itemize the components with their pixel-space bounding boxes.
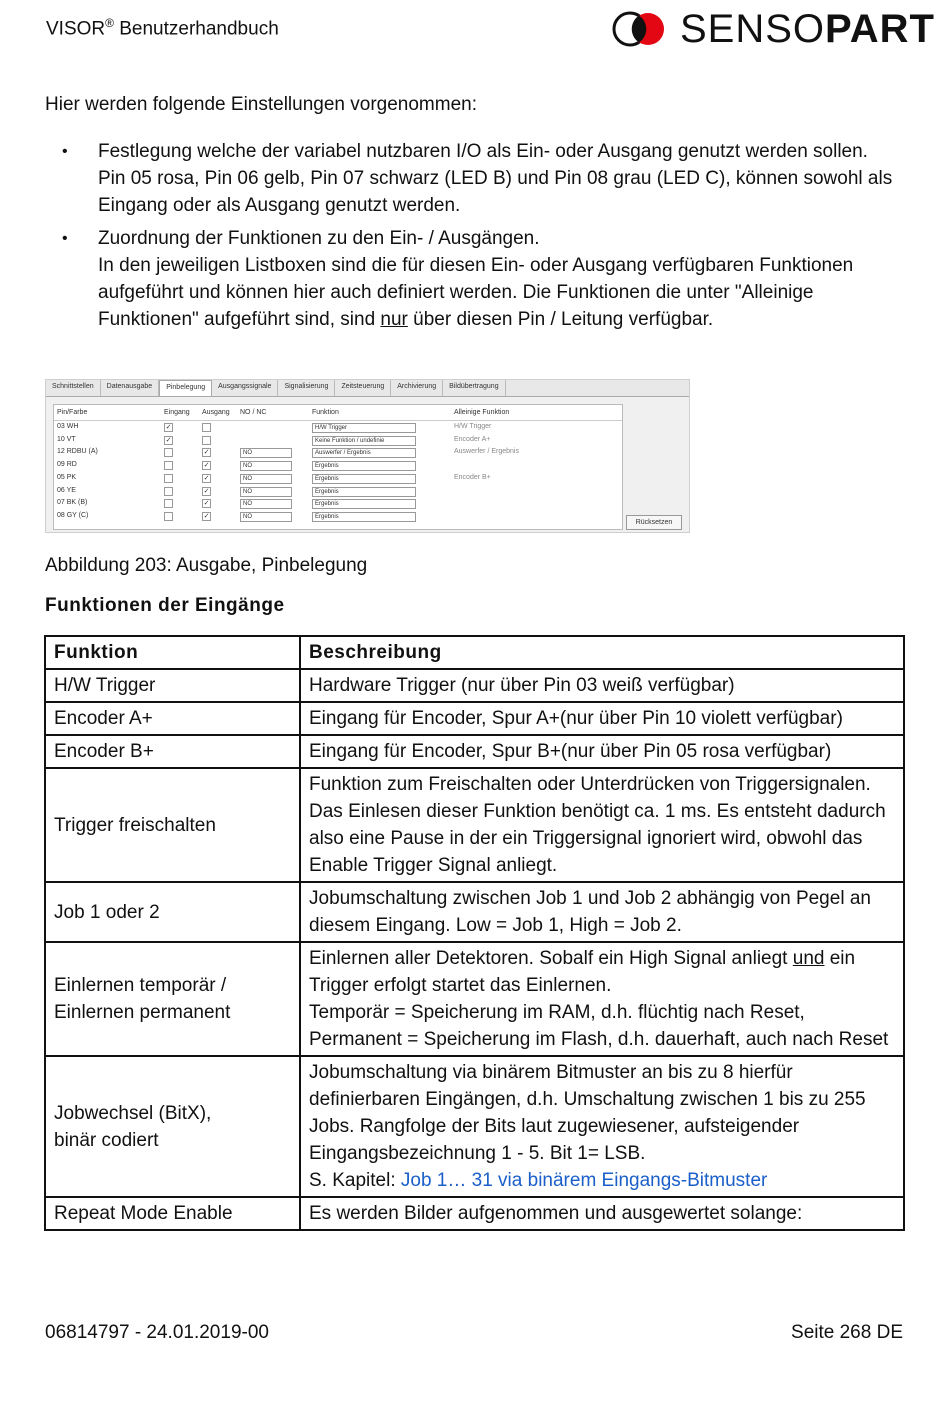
nonc-select[interactable]: NO [240, 448, 292, 458]
cell-beschreibung: Einlernen aller Detektoren. Sobalf ein High Signal anliegt und ein Trigger erfolgt startet das Einlernen. Temporär = Speicherung im RAM, d.h. flüchtig nach Reset, Permanent = Speicherung im Flash, d.h. dauerhaft, auch nach Reset [300, 942, 904, 1056]
cell-beschreibung: Hardware Trigger (nur über Pin 03 weiß verfügbar) [300, 669, 904, 702]
pin-row [54, 486, 622, 498]
ausgang-checkbox[interactable]: ✓ [203, 474, 210, 482]
table-row [45, 1056, 904, 1197]
ausgang-checkbox[interactable]: ✓ [203, 462, 210, 470]
alleinige-funktion: H/W Trigger [454, 423, 492, 430]
cell-beschreibung: Jobumschaltung via binärem Bitmuster an bis zu 8 hierfür definierbaren Eingängen, d.h. Umschaltung zwischen 1 bis zu 255 Jobs. Rangfolge der Bits laut zugewiesener, aufsteigender Eingangsbezeichnung 1 - 5. Bit 1= LSB. S. Kapitel: Job 1… 31 via binärem Eingangs-Bitmuster [300, 1056, 904, 1197]
cell-funktion: Encoder A+ [45, 702, 300, 735]
pin-row [54, 511, 622, 523]
table-row [45, 735, 904, 768]
nonc-select[interactable]: NO [240, 487, 292, 497]
table-row [45, 768, 904, 882]
table-row [45, 882, 904, 942]
ausgang-checkbox[interactable]: ✓ [203, 512, 210, 520]
cell-funktion: Repeat Mode Enable [45, 1197, 300, 1230]
col-funktion: Funktion [312, 409, 339, 416]
pin-row [54, 460, 622, 472]
funktion-select[interactable]: Ergebnis [312, 487, 416, 497]
pinbelegung-screenshot [45, 379, 690, 533]
cell-beschreibung: Es werden Bilder aufgenommen und ausgewertet solange: [300, 1197, 904, 1230]
pin-table [53, 404, 623, 530]
pin-row [54, 435, 622, 447]
table-header-row [45, 636, 904, 669]
pin-label: 06 YE [57, 486, 76, 494]
eingang-checkbox[interactable]: ✓ [165, 436, 172, 444]
eingang-checkbox[interactable]: ✓ [165, 424, 172, 431]
chapter-link[interactable]: Job 1… 31 via binärem Eingangs-Bitmuster [400, 1170, 768, 1191]
sensopart-logo: SENSOPART [612, 9, 935, 49]
section-title: Funktionen der Eingänge [45, 595, 285, 616]
ausgang-checkbox[interactable]: ✓ [203, 487, 210, 495]
cell-beschreibung: Eingang für Encoder, Spur B+(nur über Pin 05 rosa verfügbar) [300, 735, 904, 768]
nonc-select[interactable]: NO [240, 512, 292, 522]
cell-funktion: H/W Trigger [45, 669, 300, 702]
cell-funktion: Job 1 oder 2 [45, 882, 300, 942]
cell-beschreibung: Jobumschaltung zwischen Job 1 und Job 2 abhängig von Pegel an diesem Eingang. Low = Job 1, High = Job 2. [300, 882, 904, 942]
funktion-select[interactable]: Ergebnis [312, 461, 416, 471]
intro-text: Hier werden folgende Einstellungen vorgenommen: [45, 94, 477, 115]
funktion-select[interactable]: Ergebnis [312, 512, 416, 522]
funktion-select[interactable]: Auswerfer / Ergebnis [312, 448, 416, 458]
document-title: VISOR® Benutzerhandbuch [46, 16, 279, 40]
page-number: Seite 268 DE [791, 1322, 903, 1343]
list-item: • Zuordnung der Funktionen zu den Ein- / Ausgängen. In den jeweiligen Listboxen sind die für diesen Ein- oder Ausgang verfügbaren Funktionen aufgeführt und können hier auch definiert werden. Die Funktionen die unter "Alleinige Funktionen" aufgeführt sind, sind nur über diesen Pin / Leitung verfügbar. [45, 225, 905, 333]
eingang-checkbox[interactable] [164, 487, 173, 496]
input-functions-table [44, 635, 905, 1231]
settings-list [45, 138, 905, 339]
alleinige-funktion: Auswerfer / Ergebnis [454, 448, 519, 456]
reset-button[interactable]: Rücksetzen [626, 515, 682, 530]
tab-bar [46, 380, 689, 397]
pin-label: 03 WH [57, 423, 79, 430]
ausgang-checkbox[interactable] [202, 436, 211, 445]
tab-archivierung[interactable]: Archivierung [391, 380, 443, 396]
header-beschreibung: Beschreibung [300, 636, 904, 669]
nonc-select[interactable]: NO [240, 474, 292, 484]
alleinige-funktion: Encoder B+ [454, 473, 491, 481]
col-alleinig: Alleinige Funktion [454, 409, 510, 416]
pin-row [54, 447, 622, 459]
eingang-checkbox[interactable] [164, 474, 173, 483]
col-nonc: NO / NC [240, 409, 267, 416]
alleinige-funktion: Encoder A+ [454, 435, 491, 443]
pin-label: 05 PK [57, 473, 77, 481]
table-row [45, 669, 904, 702]
ausgang-checkbox[interactable]: ✓ [203, 449, 210, 457]
eingang-checkbox[interactable] [164, 461, 173, 470]
header-funktion: Funktion [45, 636, 300, 669]
table-row [45, 942, 904, 1056]
col-pin: Pin/Farbe [57, 409, 88, 416]
list-item: • Festlegung welche der variabel nutzbaren I/O als Ein- oder Ausgang genutzt werden sollen. Pin 05 rosa, Pin 06 gelb, Pin 07 schwarz (LED B) und Pin 08 grau (LED C), können sowohl als Eingang oder als Ausgang genutzt werden. [45, 138, 905, 219]
pin-row [54, 422, 622, 434]
funktion-select[interactable]: Ergebnis [312, 499, 416, 509]
pin-label: 07 BK (B) [57, 499, 88, 507]
cell-funktion: Encoder B+ [45, 735, 300, 768]
tab-zeitsteuerung[interactable]: Zeitsteuerung [335, 380, 391, 396]
tab-datenausgabe[interactable]: Datenausgabe [101, 380, 160, 396]
nonc-select[interactable]: NO [240, 499, 292, 509]
pin-row [54, 498, 622, 510]
figure-caption: Abbildung 203: Ausgabe, Pinbelegung [45, 555, 368, 576]
tab-ausgangssignale[interactable]: Ausgangssignale [212, 380, 278, 396]
cell-funktion: Einlernen temporär / Einlernen permanent [45, 942, 300, 1056]
ausgang-checkbox[interactable] [202, 423, 211, 432]
eingang-checkbox[interactable] [164, 499, 173, 508]
pin-label: 12 RDBU (A) [57, 448, 98, 456]
table-row [45, 702, 904, 735]
pin-label: 09 RD [57, 461, 77, 469]
tab-schnittstellen[interactable]: Schnittstellen [46, 380, 101, 396]
nonc-select[interactable]: NO [240, 461, 292, 471]
funktion-select[interactable]: Ergebnis [312, 474, 416, 484]
tab-signalisierung[interactable]: Signalisierung [278, 380, 335, 396]
cell-beschreibung: Eingang für Encoder, Spur A+(nur über Pin 10 violett verfügbar) [300, 702, 904, 735]
tab-bilduebertragung[interactable]: Bildübertragung [443, 380, 505, 396]
cell-funktion: Jobwechsel (BitX), binär codiert [45, 1056, 300, 1197]
eingang-checkbox[interactable] [164, 448, 173, 457]
pin-label: 10 VT [57, 435, 76, 443]
pin-row [54, 473, 622, 485]
tab-pinbelegung[interactable]: Pinbelegung [159, 380, 212, 396]
eingang-checkbox[interactable] [164, 512, 173, 521]
cell-beschreibung: Funktion zum Freischalten oder Unterdrücken von Triggersignalen. Das Einlesen dieser Funktion benötigt ca. 1 ms. Es entsteht dadurch also eine Pause in der ein Triggersignal ignoriert wird, obwohl das Enable Trigger Signal anliegt. [300, 768, 904, 882]
logo-mark-icon [612, 11, 668, 47]
pin-table-header [54, 408, 622, 421]
col-ausgang: Ausgang [202, 409, 230, 416]
cell-funktion: Trigger freischalten [45, 768, 300, 882]
table-row [45, 1197, 904, 1230]
pin-label: 08 GY (C) [57, 511, 89, 519]
ausgang-checkbox[interactable]: ✓ [203, 500, 210, 508]
funktion-select[interactable]: Keine Funktion / undefinie [312, 436, 416, 446]
col-eingang: Eingang [164, 409, 190, 416]
document-number: 06814797 - 24.01.2019-00 [45, 1322, 269, 1343]
funktion-select[interactable]: H/W Trigger [312, 423, 416, 433]
